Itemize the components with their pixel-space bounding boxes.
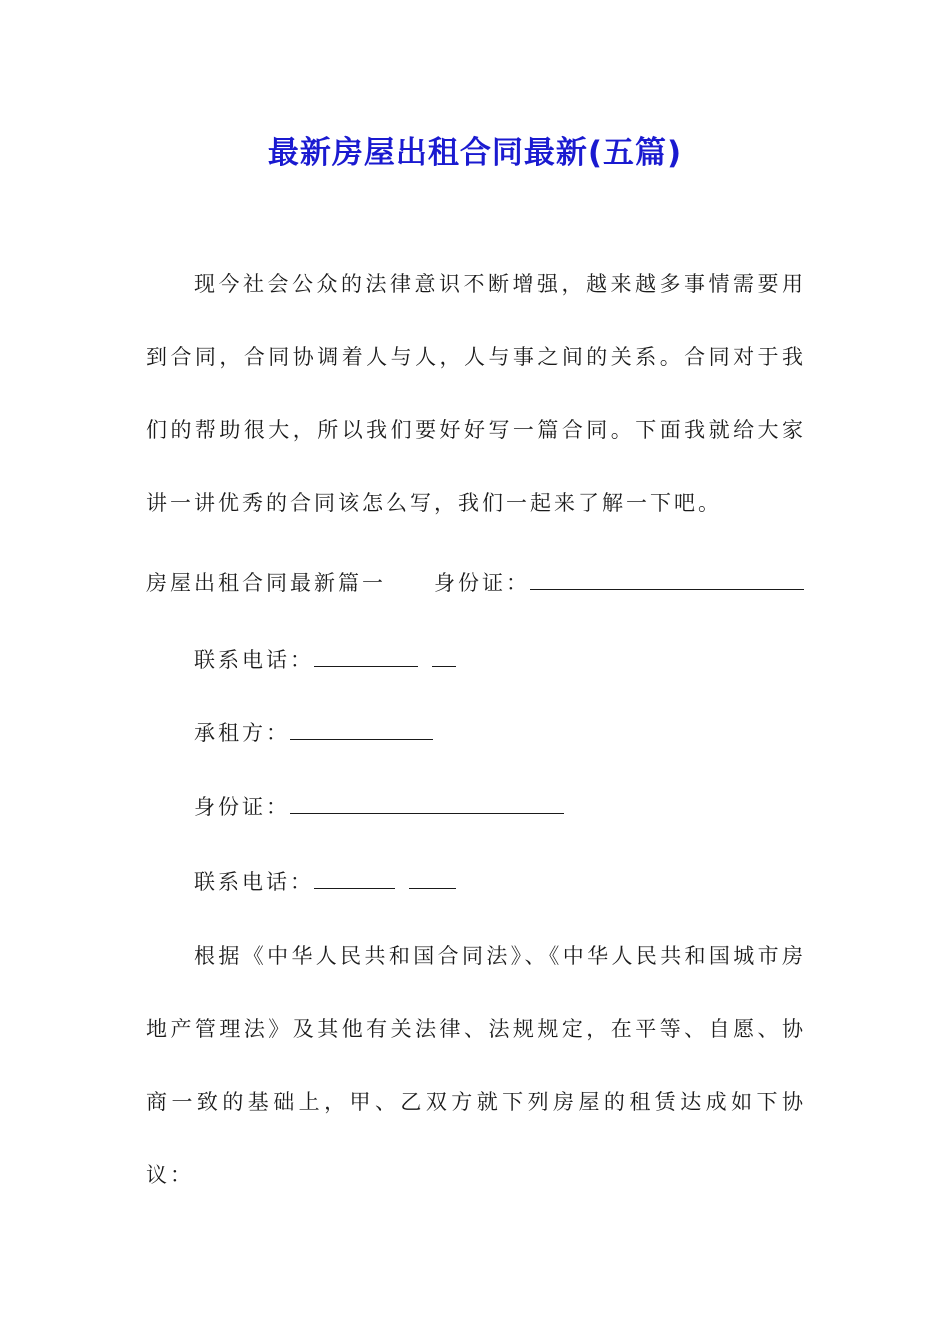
tenant-label: 承租方： [194, 721, 290, 745]
phone-label: 联系电话： [194, 648, 314, 672]
tenant-id-card-label: 身份证： [194, 795, 290, 819]
tenant-phone-blank-tail [409, 868, 456, 889]
tenant-phone-line [194, 867, 456, 897]
phone-blank [314, 646, 418, 667]
tenant-blank [290, 719, 433, 740]
section-heading-line [146, 568, 804, 598]
id-card-label: 身份证： [434, 571, 530, 595]
phone-blank-tail [432, 646, 456, 667]
document-title: 最新房屋出租合同最新(五篇) [267, 135, 683, 171]
tenant-phone-label: 联系电话： [194, 870, 314, 894]
tenant-id-card-blank [290, 793, 564, 814]
basis-paragraph: 根据《中华人民共和国合同法》、《中华人民共和国城市房地产管理法》及其他有关法律、法规规定，在平等、自愿、协商一致的基础上，甲、乙双方就下列房屋的租赁达成如下协议： [146, 944, 806, 1187]
id-card-blank [530, 569, 804, 590]
tenant-phone-blank [314, 868, 395, 889]
intro-paragraph: 现今社会公众的法律意识不断增强，越来越多事情需要用到合同，合同协调着人与人，人与事之间的关系。合同对于我们的帮助很大，所以我们要好好写一篇合同。下面我就给大家讲一讲优秀的合同该怎么写，我们一起来了解一下吧。 [146, 272, 806, 515]
section-heading: 房屋出租合同最新篇一 [146, 571, 386, 595]
tenant-id-card-line [194, 792, 564, 822]
tenant-line [194, 718, 433, 748]
phone-line [194, 645, 456, 675]
